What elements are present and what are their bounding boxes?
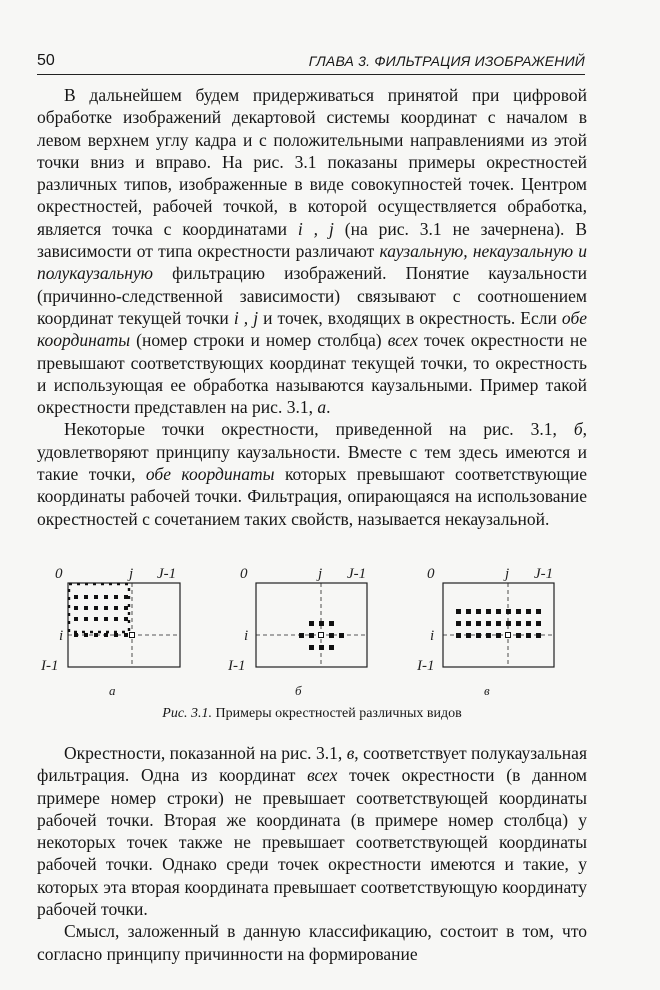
- neighborhood-diagrams: [37, 560, 587, 700]
- paragraph-2: [37, 418, 587, 529]
- row-last-label: I-1: [228, 658, 246, 674]
- panel-c: [416, 566, 554, 698]
- origin-label: 0: [55, 566, 63, 582]
- text-block-top: [37, 84, 587, 530]
- panel-b: [227, 566, 367, 698]
- semicausal-neighborhood-points: [456, 609, 541, 638]
- caption-text: Примеры окрестностей различных видов: [212, 706, 462, 721]
- text-run: Окрестности, показанной на рис. 3.1,: [64, 743, 347, 763]
- text-run: (номер строки и номер столбца): [130, 330, 388, 351]
- text-block-bottom: [37, 742, 587, 965]
- figure-3-1: [37, 560, 587, 730]
- row-last-label: I-1: [417, 658, 435, 674]
- working-point: [506, 633, 511, 638]
- text-run: .: [326, 397, 331, 418]
- row-i-label: i: [430, 628, 435, 644]
- row-i-label: i: [59, 628, 64, 644]
- working-point: [130, 633, 135, 638]
- panel-a: [40, 566, 180, 698]
- emphasis: всех: [387, 330, 418, 351]
- figure-caption: [37, 706, 587, 722]
- page-number: 50: [37, 52, 55, 69]
- emphasis: а: [317, 397, 327, 418]
- paragraph-1: [37, 84, 587, 418]
- paragraph-4: [37, 920, 587, 965]
- panel-label: а: [109, 683, 116, 698]
- text-run: , соответствует полукаузальная фильтрация. Одна из координат: [37, 743, 587, 786]
- text-run: точек окрестности не превышают соответствующих координат текущей точки, то окрестность и использующая ее обработка называются каузальными. Пример такой окрестности представлен на рис. 3.1,: [37, 330, 587, 418]
- panel-label: б: [295, 683, 302, 698]
- text-run: Смысл, заложенный в данную классификацию, состоит в том, что согласно принципу причинности на формирование: [37, 921, 587, 964]
- row-last-label: I-1: [41, 658, 59, 674]
- emphasis: i , j: [233, 307, 259, 328]
- emphasis: обе координаты: [37, 307, 588, 351]
- col-j-label: j: [505, 566, 510, 582]
- col-j-label: j: [129, 566, 134, 582]
- emphasis: всех: [307, 765, 338, 786]
- text-run: точек окрестности (в данном примере номер строки) не превышает соответствующей координаты рабочей точки. Вторая же координата (в примере номер столбца) у некоторых точек также не превышает соответствующей координаты рабочей точки. Однако среди точек окрестности имеются и такие, у которых эта вторая координата превышает соответствующую координату рабочей точки.: [37, 765, 587, 920]
- caption-number: Рис. 3.1.: [162, 706, 213, 721]
- origin-label: 0: [240, 566, 248, 582]
- panel-label: в: [484, 683, 490, 698]
- running-header: [37, 50, 585, 75]
- emphasis: б: [573, 419, 583, 440]
- origin-label: 0: [427, 566, 435, 582]
- paragraph-3: [37, 742, 587, 920]
- text-run: и точек, входящих в окрестность. Если: [258, 307, 562, 328]
- text-run: фильтрацию изображений. Понятие каузальности (причинно-следственной зависимости) связывают с соотношением координат текущей точки: [37, 263, 587, 328]
- text-run: Некоторые точки окрестности, приведенной на рис. 3.1,: [64, 419, 574, 440]
- chapter-title: ГЛАВА 3. ФИЛЬТРАЦИЯ ИЗОБРАЖЕНИЙ: [308, 53, 585, 69]
- col-j-label: j: [318, 566, 323, 582]
- text-run: , удовлетворяют принципу каузальности. Вместе с тем здесь имеются и такие точки,: [37, 419, 587, 485]
- emphasis: в: [346, 743, 355, 763]
- col-last-label: J-1: [347, 566, 367, 582]
- col-last-label: J-1: [534, 566, 554, 582]
- text-run: (на рис. 3.1 не зачернена). В зависимости от типа окрестности различают: [37, 218, 587, 262]
- col-last-label: J-1: [157, 566, 177, 582]
- causal-neighborhood-points: [69, 584, 129, 637]
- emphasis: каузальную, некаузальную и полукаузальную: [37, 241, 588, 284]
- working-point: [319, 633, 324, 638]
- row-i-label: i: [244, 628, 249, 644]
- text-run: которых превышают соответствующие координаты рабочей точки. Фильтрация, опирающаяся на использование окрестностей с сочетанием таких свойств, называется некаузальной.: [37, 464, 587, 529]
- emphasis: i , j: [297, 218, 334, 239]
- emphasis: обе координаты: [145, 464, 275, 485]
- text-run: В дальнейшем будем придерживаться принятой при цифровой обработке изображений декартовой системы координат с началом в левом верхнем углу кадра и с положительными направлениями из этой точки вниз и вправо. На рис. 3.1 показаны примеры окрестностей различных типов, изображенные в виде совокупностей точек. Центром окрестностей, рабочей точкой, в которой осуществляется обработка, является точка с координатами: [37, 85, 587, 239]
